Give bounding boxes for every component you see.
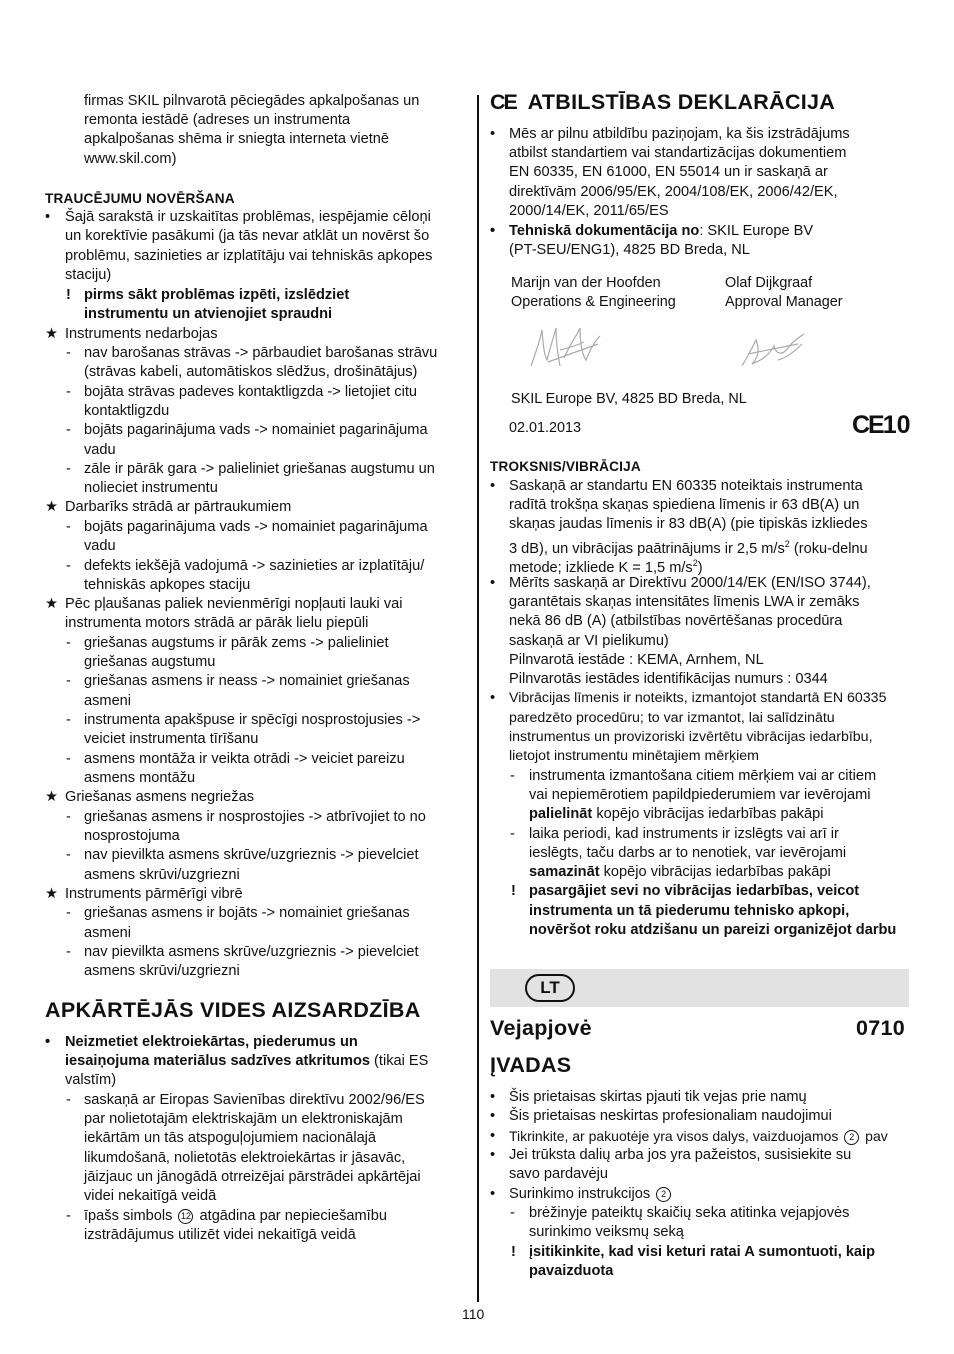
noise-warning-line: instrumenta un tā piederumu tehnisko apkopi, — [529, 903, 850, 919]
problem-title: Pēc pļaušanas paliek nevienmērīgi nopļauti lauki vai — [65, 596, 403, 612]
problem-item-line: zāle ir pārāk gara -> palieliniet griešanas augstumu un — [84, 461, 435, 477]
noise-text: 3 dB), un vibrācijas paātrinājums ir 2,5 m/s — [509, 540, 785, 557]
declaration-line: Mēs ar pilnu atbildību paziņojam, ka šis izstrādājums — [509, 126, 850, 142]
product-code: 0710 — [856, 1016, 906, 1040]
intro-warning-line: įsitikinkite, kad visi keturi ratai A sumontuoti, kaip — [529, 1244, 876, 1260]
dash-icon: - — [66, 1208, 71, 1224]
intro-text: Surinkimo instrukcijos — [509, 1186, 655, 1202]
noise-bold-text: palielināt — [529, 806, 593, 822]
dash-icon: - — [66, 519, 71, 535]
trouble-intro-line: un korektīvie pasākumi (ja tās nevar atklāt un novērst šo — [65, 228, 430, 244]
problem-item-line: defekts iekšējā vadojumā -> sazinieties ar izplatītāju/ — [84, 558, 425, 574]
dash-icon: - — [66, 712, 71, 728]
ce-year: 10 — [882, 411, 911, 439]
declaration-heading — [490, 90, 836, 114]
bullet-icon: • — [490, 478, 496, 494]
noise-line: Pilnvarotās iestādes identifikācijas numurs : 0344 — [509, 671, 828, 687]
star-icon: ★ — [45, 596, 59, 612]
superscript: 2 — [692, 558, 698, 568]
noise-line: garantētais skaņas intensitātes līmenis LWA ir zemāks — [509, 594, 860, 610]
problem-item-line: griešanas asmens ir bojāts -> nomainiet griešanas — [84, 905, 410, 921]
noise-line: Mērīts saskaņā ar Direktīvu 2000/14/EK (EN/ISO 3744), — [509, 575, 871, 591]
trouble-warning-line: instrumentu un atvienojiet spraudni — [84, 306, 333, 322]
environment-sub-line: videi nekaitīgā veidā — [84, 1188, 217, 1204]
dash-icon: - — [510, 1205, 515, 1221]
trouble-intro-line: problēmu, sazinieties ar izplatītāju vai tehniskās apkopes — [65, 248, 433, 264]
noise-text: kopējo vibrācijas iedarbības pakāpi — [599, 864, 831, 880]
intro-sub-line: brėžinyje pateiktų skaičių seka atitinka vejapjovės — [529, 1205, 850, 1221]
signature-icon — [738, 328, 810, 372]
ce-mark-icon: CE — [852, 411, 883, 439]
problem-item-line: asmens montāžu — [84, 770, 196, 786]
problem-item-line: nav pievilkta asmens skrūve/uzgrieznis -> pievelciet — [84, 847, 419, 863]
problem-title: instrumenta motors strādā ar pārāk lielu piepūli — [65, 615, 369, 631]
bullet-icon: • — [490, 223, 496, 239]
environment-tail-text: (tikai ES — [369, 1053, 429, 1069]
dash-icon: - — [66, 384, 71, 400]
noise-line: skaņas jaudas līmenis ir 83 dB(A) (pie tipiskās izkliedes — [509, 516, 868, 532]
problem-item-line: bojāts pagarinājuma vads -> nomainiet pagarinājuma — [84, 519, 428, 535]
noise-text: (roku-delnu — [789, 540, 868, 557]
problem-item-line: vadu — [84, 538, 116, 554]
noise-text: ) — [697, 559, 703, 576]
environment-sub-line: jāizjauc un jānogādā otrreizējai pārstrādei apkārtējai — [84, 1169, 421, 1185]
noise-text: metode; izkliede K = 1,5 m/s — [509, 559, 693, 576]
intro-item: Jei trūksta dalių arba jos yra pažeistos, susisiekite su — [509, 1147, 852, 1163]
problem-title: Instruments pārmērīgi vibrē — [65, 886, 243, 902]
declaration-line: 2000/14/EK, 2011/65/ES — [509, 203, 669, 219]
problem-item-line: bojāts pagarinājuma vads -> nomainiet pagarinājuma — [84, 422, 428, 438]
page-number: 110 — [462, 1306, 485, 1322]
circled-number-icon: 2 — [844, 1130, 859, 1145]
dash-icon: - — [66, 809, 71, 825]
problem-item-line: asmeni — [84, 693, 132, 709]
noise-warning-line: novēršot roku atdzišanu un pareizi organizējot darbu — [529, 922, 897, 938]
signature-icon — [528, 322, 603, 374]
environment-sub-line: par nolietotajām elektriskajām un elektroniskajām — [84, 1111, 403, 1127]
noise-line: Pilnvarotā iestāde : KEMA, Arnhem, NL — [509, 652, 764, 668]
language-bar — [490, 969, 909, 1007]
problem-item-line: vadu — [84, 442, 116, 458]
star-icon: ★ — [45, 886, 59, 902]
dash-icon: - — [510, 826, 515, 842]
problem-item-line: nosprostojuma — [84, 828, 180, 844]
noise-line: instrumentus un provizoriski izvērtētu vibrācijas iedarbību, — [509, 729, 873, 745]
intro-item: savo pardavėju — [509, 1166, 608, 1182]
circled-number-icon: 2 — [656, 1187, 671, 1202]
bullet-icon: • — [490, 1108, 496, 1124]
declaration-line — [509, 222, 813, 241]
environment-sub-text: atgādina par nepieciešamību — [195, 1208, 387, 1224]
star-icon: ★ — [45, 326, 59, 342]
noise-bold-text: samazināt — [529, 864, 600, 880]
environment-line: valstīm) — [65, 1072, 117, 1088]
problem-item-line: nav pievilkta asmens skrūve/uzgrieznis -> pievelciet — [84, 944, 419, 960]
environment-sub-line — [84, 1207, 387, 1226]
star-icon: ★ — [45, 499, 59, 515]
intro-sub-line: surinkimo veiksmų seką — [529, 1224, 684, 1240]
problem-item-line: nolieciet instrumentu — [84, 480, 218, 496]
environment-sub-line: saskaņā ar Eiropas Savienības direktīvu 2002/96/ES — [84, 1092, 425, 1108]
dash-icon: - — [66, 944, 71, 960]
signatory-role: Approval Manager — [725, 294, 843, 310]
ce-marking — [852, 411, 911, 439]
environment-heading: APKĀRTĒJĀS VIDES AIZSARDZĪBA — [45, 998, 421, 1022]
language-badge: LT — [525, 974, 575, 1002]
problem-title: Griešanas asmens negriežas — [65, 789, 254, 805]
noise-sub-line: ieslēgts, taču darbs ar to nenotiek, var ievērojami — [529, 845, 847, 861]
dash-icon: - — [66, 635, 71, 651]
dash-icon: - — [66, 461, 71, 477]
environment-sub-line: likumdošanā, nolietotās elektroiekārtas ir jāsavāc, — [84, 1150, 406, 1166]
dash-icon: - — [66, 905, 71, 921]
circled-number-icon: 12 — [178, 1209, 193, 1224]
ce-mark-icon: CE — [490, 90, 516, 114]
column-divider — [477, 95, 479, 1302]
problem-item-line: griešanas asmens ir neass -> nomainiet griešanas — [84, 673, 410, 689]
signatory-role: Operations & Engineering — [511, 294, 676, 310]
intro-item — [509, 1127, 888, 1146]
dash-icon: - — [66, 345, 71, 361]
environment-sub-line: izstrādājumus utilizēt videi nekaitīgā veidā — [84, 1227, 356, 1243]
company-address: SKIL Europe BV, 4825 BD Breda, NL — [511, 391, 747, 407]
bullet-icon: • — [490, 1128, 496, 1144]
noise-sub-line — [529, 863, 831, 882]
problem-item-line: asmens skrūvi/uzgriezni — [84, 963, 240, 979]
bullet-icon: • — [490, 1186, 496, 1202]
dash-icon: - — [66, 673, 71, 689]
environment-bold-line: Neizmetiet elektroiekārtas, piederumus un — [65, 1034, 358, 1050]
noise-line: nekā 86 dB (A) (atbilstības novērtēšanas procedūra — [509, 613, 843, 629]
noise-sub-line: laika periodi, kad instruments ir izslēgts vai arī ir — [529, 826, 839, 842]
dash-icon: - — [510, 768, 515, 784]
intro-warning-line: pavaizduota — [529, 1263, 614, 1279]
dash-icon: - — [66, 1092, 71, 1108]
problem-item-line: kontaktligzdu — [84, 403, 170, 419]
noise-sub-line — [529, 805, 823, 824]
dash-icon: - — [66, 751, 71, 767]
noise-line: Vibrācijas līmenis ir noteikts, izmantojot standartā EN 60335 — [509, 690, 887, 706]
bullet-icon: • — [490, 1089, 496, 1105]
bullet-icon: • — [45, 209, 51, 225]
intro-item: Šis prietaisas neskirtas profesionaliam naudojimui — [509, 1108, 832, 1124]
superscript: 2 — [784, 539, 790, 549]
problem-title: Instruments nedarbojas — [65, 326, 218, 342]
exclamation-icon: ! — [66, 287, 71, 303]
noise-line: paredzēto procedūru; to var izmantot, lai salīdzinātu — [509, 710, 835, 726]
problem-item-line: instrumenta apakšpuse ir spēcīgi nosprostojusies -> — [84, 712, 421, 728]
environment-line — [65, 1052, 428, 1071]
declaration-line: EN 60335, EN 61000, EN 55014 un ir saskaņā ar — [509, 164, 828, 180]
noise-line: radītā trokšņa skaņas spiediena līmenis ir 63 dB(A) un — [509, 497, 860, 513]
dash-icon: - — [66, 558, 71, 574]
problem-item-line: veiciet instrumenta tīrīšanu — [84, 731, 259, 747]
intro-text: Tikrinkite, ar pakuotėje yra visos dalys, vaizduojamos — [509, 1128, 843, 1144]
bullet-icon: • — [45, 1034, 51, 1050]
bullet-icon: • — [490, 575, 496, 591]
noise-heading: TROKSNIS/VIBRĀCIJA — [490, 459, 641, 474]
trouble-intro-line: staciju) — [65, 267, 112, 283]
environment-bold-text: iesaiņojuma materiālus sadzīves atkritumos — [65, 1053, 370, 1069]
problem-item-line: griešanas asmens ir nosprostojies -> atbrīvojiet to no — [84, 809, 426, 825]
environment-sub-line: iekārtām un tās atspoguļojumiem nacionālajā — [84, 1130, 377, 1146]
trouble-intro-line: Šajā sarakstā ir uzskaitītas problēmas, iespējamie cēloņi — [65, 209, 431, 225]
declaration-line: direktīvām 2006/95/EK, 2004/108/EK, 2006/42/EK, — [509, 184, 838, 200]
declaration-title: ATBILSTĪBAS DEKLARĀCIJA — [527, 90, 836, 114]
declaration-line: (PT-SEU/ENG1), 4825 BD Breda, NL — [509, 242, 750, 258]
dash-icon: - — [66, 422, 71, 438]
declaration-date: 02.01.2013 — [509, 420, 582, 436]
problem-item-line: asmeni — [84, 925, 132, 941]
declaration-text: : SKIL Europe BV — [699, 223, 814, 239]
problem-item-line: tehniskās apkopes staciju — [84, 577, 251, 593]
problem-item-line: asmens skrūvi/uzgriezni — [84, 867, 240, 883]
bullet-icon: • — [490, 1147, 496, 1163]
noise-warning-line: pasargājiet sevi no vibrācijas iedarbības, veicot — [529, 883, 860, 899]
intro-text: pav — [861, 1128, 888, 1144]
signatory-name: Olaf Dijkgraaf — [725, 275, 813, 291]
intro-line: remonta iestādē (adreses un instrumenta — [84, 112, 351, 128]
signatory-name: Marijn van der Hoofden — [511, 275, 661, 291]
intro-heading: ĮVADAS — [490, 1053, 572, 1077]
trouble-warning-line: pirms sākt problēmas izpēti, izslēdziet — [84, 287, 350, 303]
noise-line: lietojot instrumentu minētajiem mērķiem — [509, 748, 759, 764]
intro-item: Šis prietaisas skirtas pjauti tik vejas prie namų — [509, 1089, 807, 1105]
exclamation-icon: ! — [511, 883, 516, 899]
intro-item — [509, 1185, 673, 1204]
problem-item-line: (strāvas kabeli, automātiskos slēdžus, drošinātājus) — [84, 364, 418, 380]
intro-line: www.skil.com) — [84, 151, 177, 167]
problem-item-line: asmens montāža ir veikta otrādi -> veiciet pareizu — [84, 751, 405, 767]
declaration-bold-text: Tehniskā dokumentācija no — [509, 223, 700, 239]
exclamation-icon: ! — [511, 1244, 516, 1260]
star-icon: ★ — [45, 789, 59, 805]
noise-sub-line: vai nepiemērotiem papildpiederumiem var ievērojami — [529, 787, 871, 803]
noise-text: kopējo vibrācijas iedarbības pakāpi — [592, 806, 824, 822]
bullet-icon: • — [490, 690, 496, 706]
problem-item-line: griešanas augstumu — [84, 654, 216, 670]
problem-item-line: bojāta strāvas padeves kontaktligzda -> lietojiet citu — [84, 384, 418, 400]
problem-item-line: griešanas augstums ir pārāk zems -> palieliniet — [84, 635, 389, 651]
problem-title: Darbarīks strādā ar pārtraukumiem — [65, 499, 292, 515]
problem-item-line: nav barošanas strāvas -> pārbaudiet barošanas strāvu — [84, 345, 438, 361]
trouble-heading: TRAUCĒJUMU NOVĒRŠANA — [45, 191, 235, 206]
bullet-icon: • — [490, 126, 496, 142]
dash-icon: - — [66, 847, 71, 863]
environment-sub-text: īpašs simbols — [84, 1208, 177, 1224]
declaration-line: atbilst standartiem vai standartizācijas dokumentiem — [509, 145, 847, 161]
noise-sub-line: instrumenta izmantošana citiem mērķiem vai ar citiem — [529, 768, 877, 784]
intro-line: firmas SKIL pilnvarotā pēciegādes apkalpošanas un — [84, 93, 420, 109]
noise-line: Saskaņā ar standartu EN 60335 noteiktais instrumenta — [509, 478, 863, 494]
product-title: Vejapjovė — [490, 1016, 592, 1040]
noise-line: saskaņā ar VI pielikumu) — [509, 633, 669, 649]
intro-line: apkalpošanas shēma ir sniegta interneta vietnē — [84, 131, 390, 147]
